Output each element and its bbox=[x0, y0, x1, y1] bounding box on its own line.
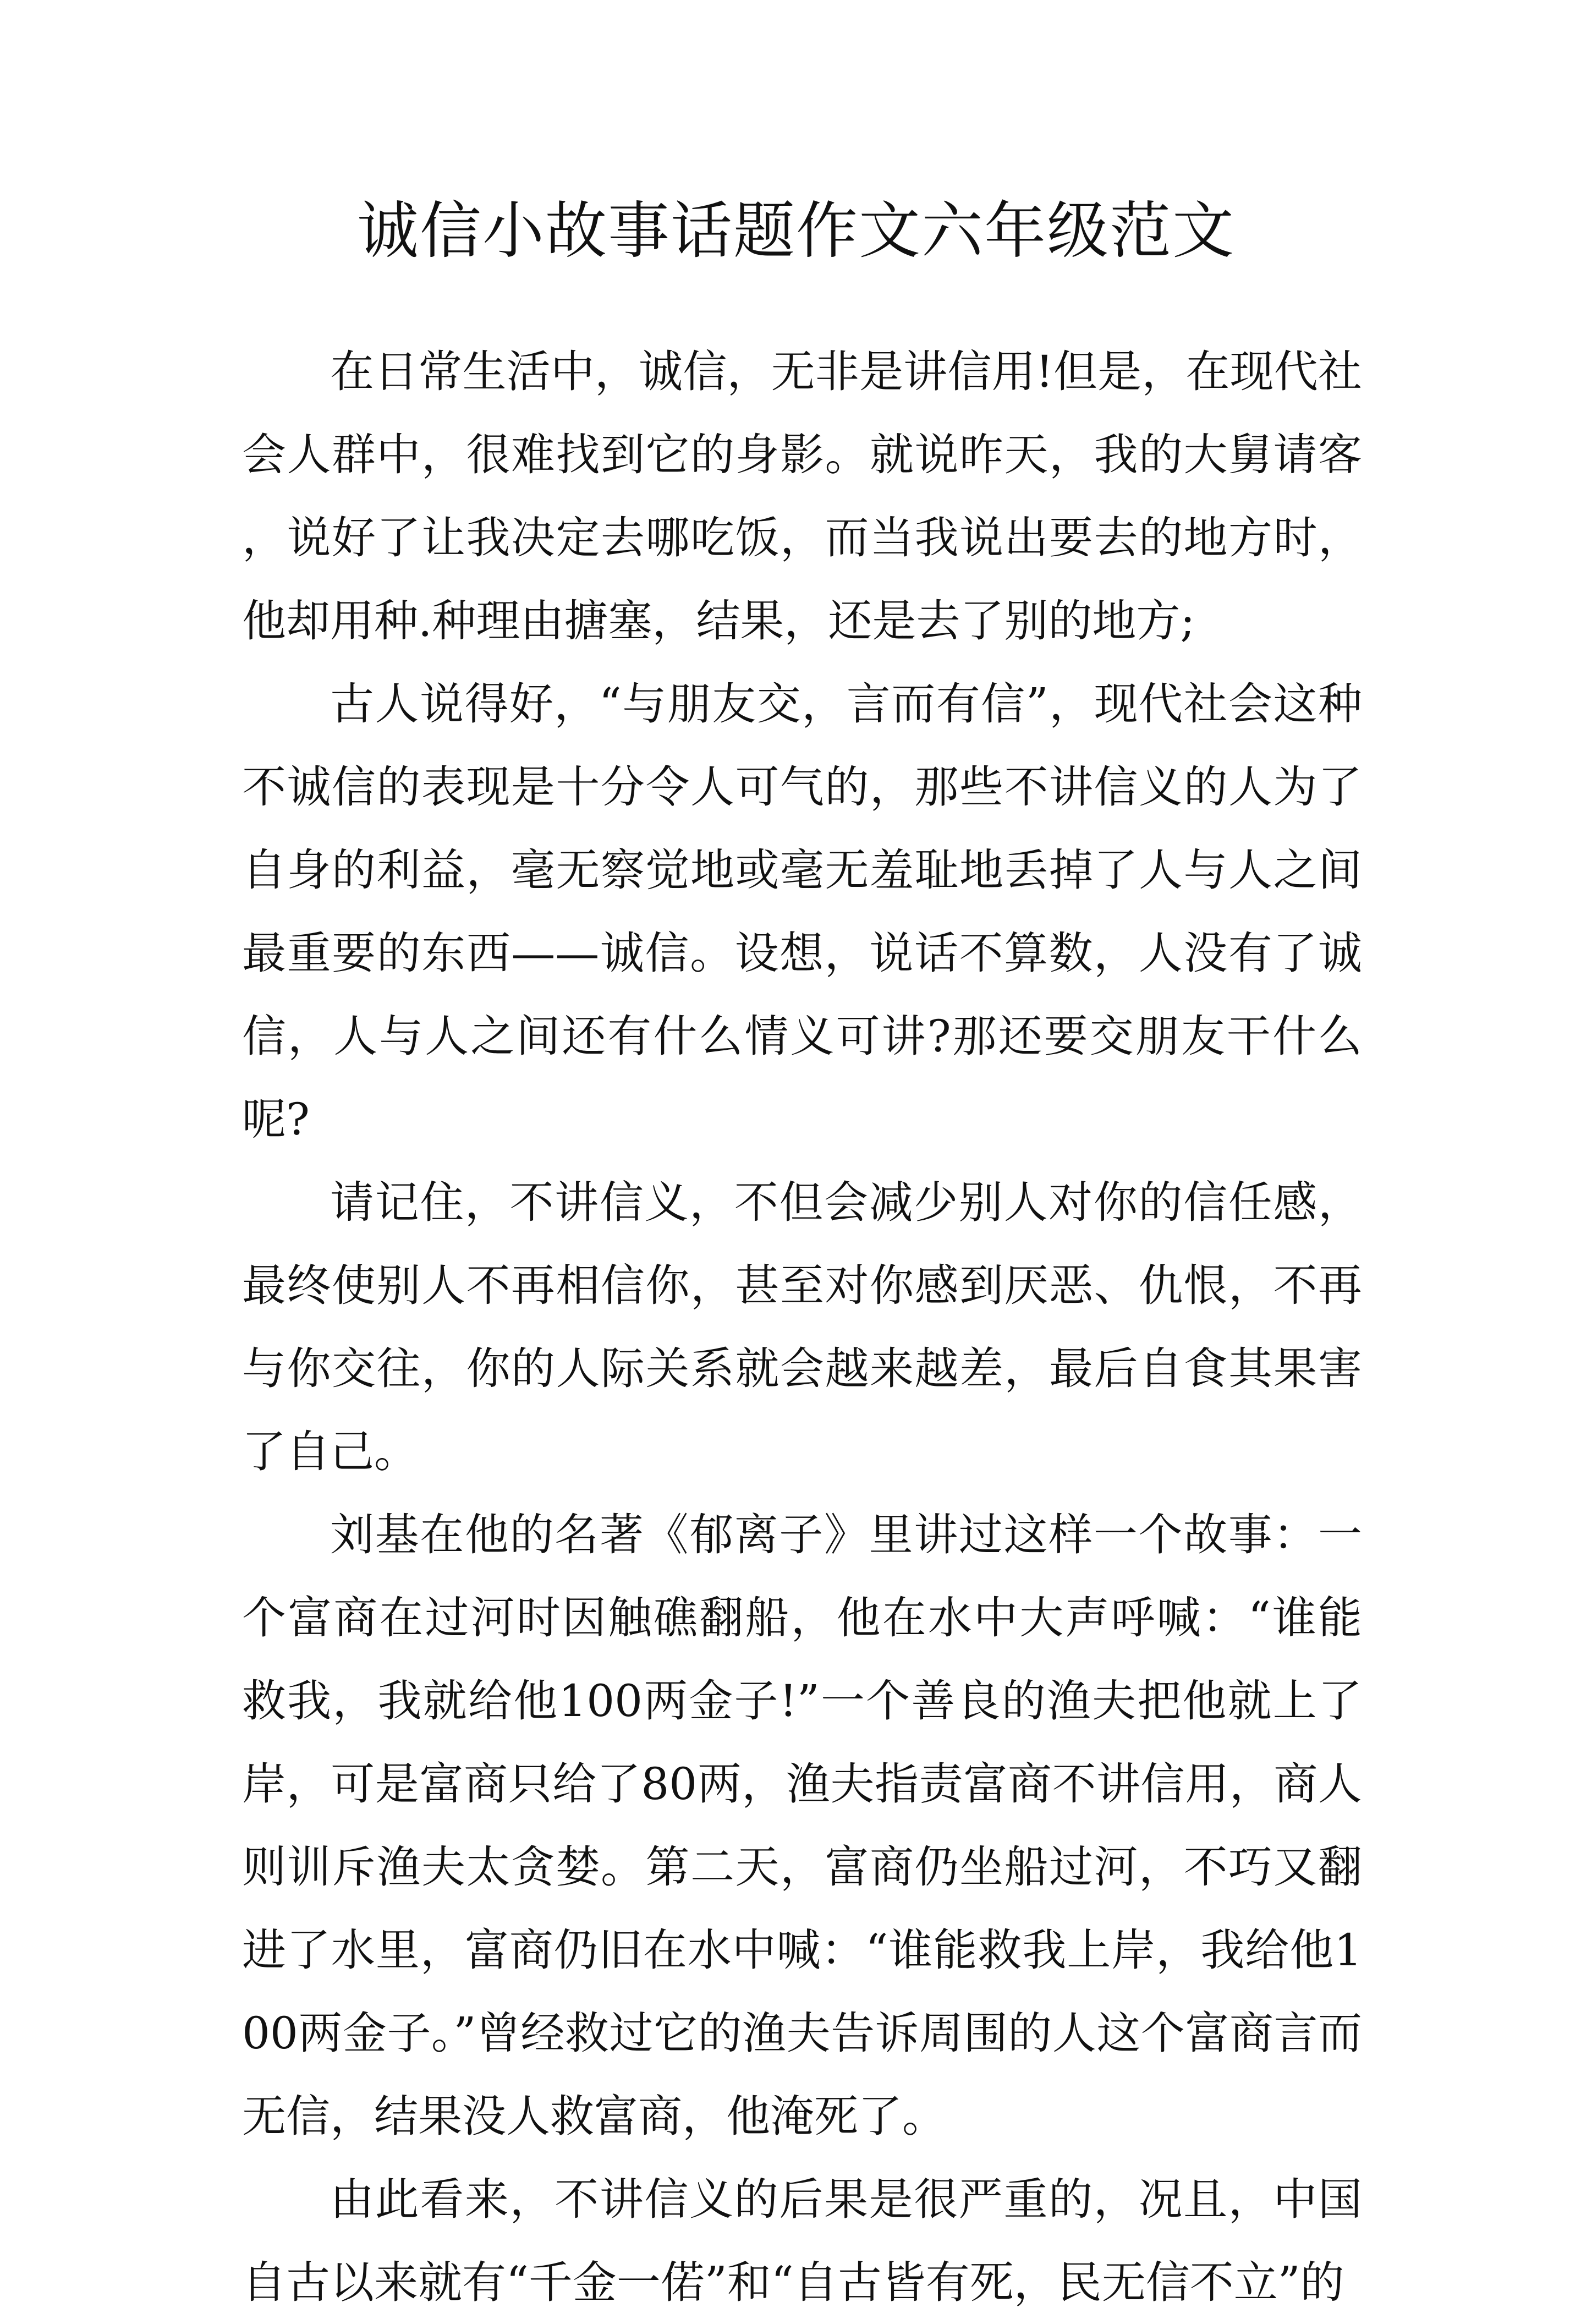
paragraph: 在日常生活中，诚信，无非是讲信用!但是，在现代社会人群中，很难找到它的身影。就说昨天，我的大舅请客，说好了让我决定去哪吃饭，而当我说出要去的地方时，他却用种.种理由搪塞，结果，还是去了别的地方; bbox=[242, 346, 1362, 646]
paragraph: 刘基在他的名著《郁离子》里讲过这样一个故事：一个富商在过河时因触礁翻船，他在水中大声呼喊：“谁能救我，我就给他100两金子!”一个善良的渔夫把他就上了岸，可是富商只给了80两，渔夫指责富商不讲信用，商人则训斥渔夫太贪婪。第二天，富商仍坐船过河，不巧又翻进了水里，富商仍旧在水中喊：“谁能救我上岸，我给他100两金子。”曾经救过它的渔夫告诉周围的人这个富商言而无信，结果没人救富商，他淹死了。 bbox=[242, 1509, 1362, 2142]
document-title: 诚信小故事话题作文六年级范文 bbox=[357, 195, 1235, 267]
paragraph: 请记住，不讲信义，不但会减少别人对你的信任感，最终使别人不再相信你，甚至对你感到厌恶、仇恨，不再与你交往，你的人际关系就会越来越差，最后自食其果害了自己。 bbox=[242, 1177, 1362, 1477]
paragraph: 古人说得好，“与朋友交，言而有信”，现代社会这种不诚信的表现是十分令人可气的，那些不讲信义的人为了自身的利益，毫无察觉地或毫无羞耻地丢掉了人与人之间最重要的东西——诚信。设想，说话不算数，人没有了诚信，人与人之间还有什么情义可讲?那还要交朋友干什么呢? bbox=[242, 678, 1362, 1145]
document-body bbox=[242, 330, 1362, 2324]
paragraph: 由此看来，不讲信义的后果是很严重的，况且，中国自古以来就有“千金一偌”和“自古皆有死，民无信不立”的 bbox=[242, 2174, 1362, 2308]
